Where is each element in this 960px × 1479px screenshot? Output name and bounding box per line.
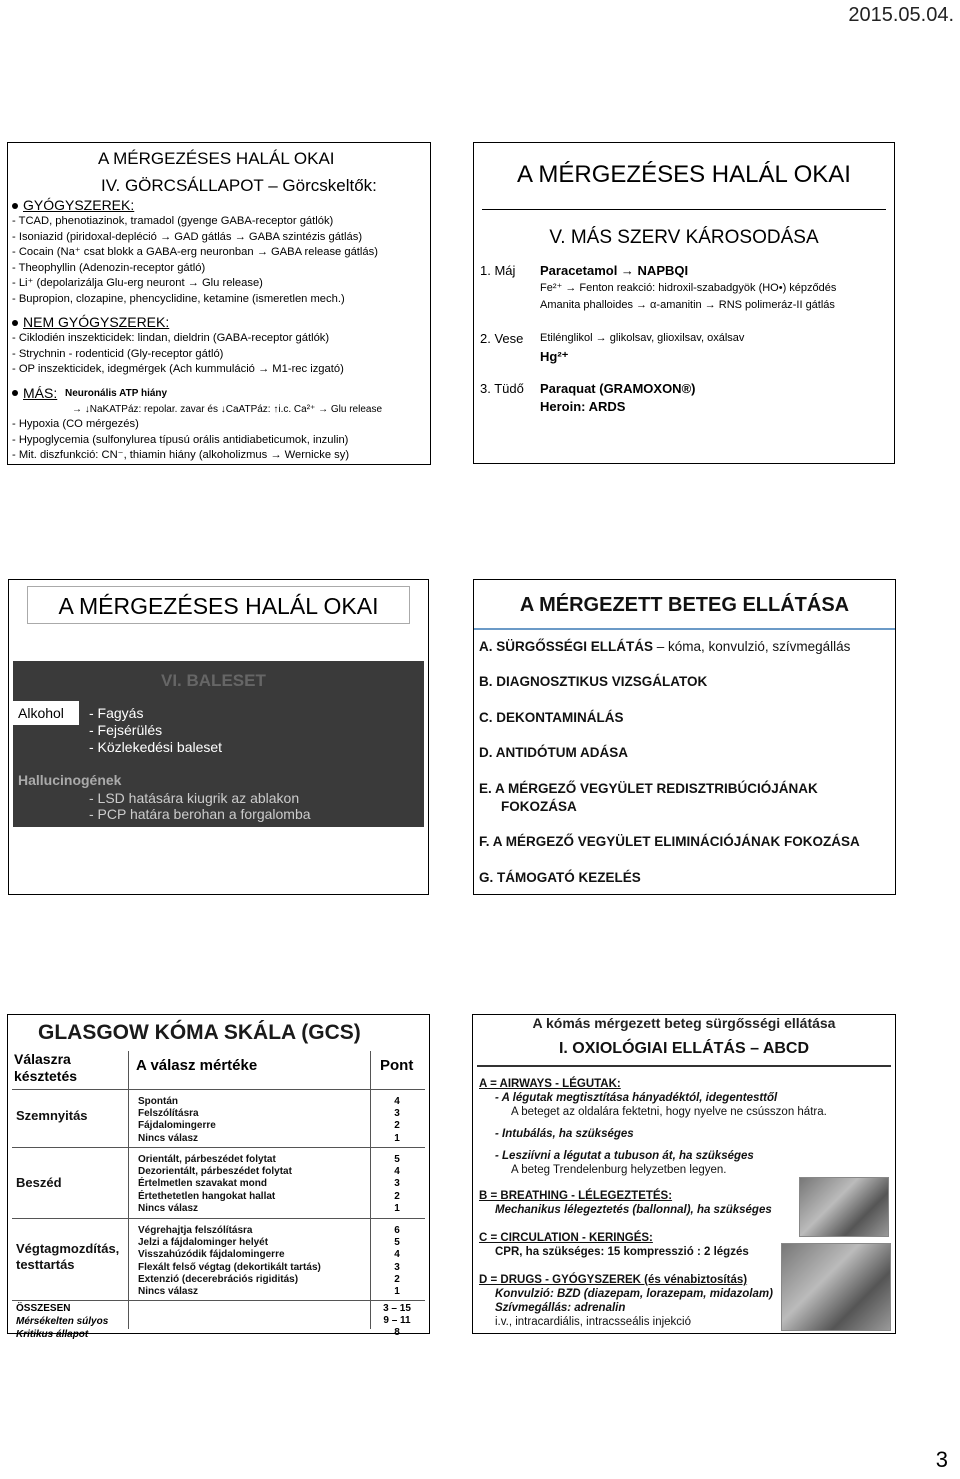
list-item: - Strychnin - rodenticid (Gly-receptor gátló) <box>12 347 224 360</box>
gcs-points <box>377 1303 417 1340</box>
bullet-icon <box>12 320 18 326</box>
gcs-line: Nincs válasz <box>138 1202 199 1214</box>
list-item: - LSD hatására kiugrik az ablakon <box>89 790 300 806</box>
bullet-heading: NEM GYÓGYSZEREK: <box>12 314 426 331</box>
column-header: Válaszra <box>14 1051 71 1067</box>
gcs-line: Jelzi a fájdalominger helyét <box>138 1237 269 1249</box>
list-item: - Theophyllin (Adenozin-receptor gátló) <box>12 261 206 274</box>
gcs-category: Beszéd <box>16 1175 62 1190</box>
gcs-line: Orientált, párbeszédet folytat <box>138 1154 276 1165</box>
list-item: D = DRUGS - GYÓGYSZEREK (és vénabiztosítás) <box>479 1274 748 1286</box>
slide-title: A MÉRGEZÉSES HALÁL OKAI <box>517 161 851 188</box>
gcs-category: Végtagmozdítás, <box>16 1241 120 1256</box>
gcs-points <box>377 1096 417 1145</box>
list-item: - OP inszekticidek, idegmérgek (Ach kummuláció → M1-rec izgató) <box>12 363 344 375</box>
gcs-line: Felszólításra <box>138 1108 199 1120</box>
list-item: - Isoniazid (piridoxal-depléció → GAD gátlás → GABA szintézis gátlás) <box>12 230 363 243</box>
slide-accident <box>8 579 429 895</box>
gcs-line: 2 <box>394 1190 400 1202</box>
gcs-line: 2 <box>394 1273 400 1285</box>
list-item: 1. Máj Paracetamol → NAPBQI Fe²⁺ → Fenton reakció: hidroxil-szabadgyök (HO•) képződés Amanita phalloides → α-amanitin → RNS polimeráz-II gátlás <box>480 263 837 311</box>
cpr-photo <box>781 1243 891 1331</box>
gcs-table <box>12 1051 425 1340</box>
gcs-line: 1 <box>394 1202 400 1214</box>
total-label: Kritikus állapot <box>16 1329 89 1340</box>
ambu-bag-photo <box>799 1177 889 1237</box>
gcs-line: 8 <box>394 1327 400 1339</box>
gcs-points <box>377 1225 417 1298</box>
bullet-heading: MÁS: Neuronális ATP hiány <box>12 385 426 402</box>
list-item: - Fagyás <box>89 705 144 721</box>
gcs-line: 4 <box>394 1166 400 1178</box>
divider <box>482 209 886 210</box>
category-label: Alkohol <box>18 705 64 721</box>
slide-subtitle: V. MÁS SZERV KÁROSODÁSA <box>549 227 819 248</box>
gcs-line: 3 <box>394 1108 400 1120</box>
slide-organ-damage <box>473 142 895 464</box>
divider <box>477 1065 891 1067</box>
list-item: D. ANTIDÓTUM ADÁSA <box>479 745 628 760</box>
gcs-line: 4 <box>394 1096 400 1107</box>
list-item: 3. Tüdő Paraquat (GRAMOXON®) Heroin: ARDS <box>480 381 696 414</box>
gcs-line: Visszahúzódik fájdalomingerre <box>138 1249 285 1261</box>
list-item: Szívmegállás: adrenalin <box>495 1302 626 1314</box>
gcs-options <box>138 1154 292 1215</box>
list-item: 2. Vese Etilénglikol → glikolsav, glioxilsav, oxálsav Hg²⁺ <box>480 331 745 364</box>
list-item: - Cocain (Na⁺ csat blokk a GABA-erg neuronban → GABA release gátlás) <box>12 246 378 258</box>
category-label: Hallucinogének <box>18 772 122 788</box>
list-item: A = AIRWAYS - LÉGUTAK: <box>479 1078 621 1090</box>
gcs-options <box>138 1225 321 1298</box>
list-item: E. A MÉRGEZŐ VEGYÜLET REDISZTRIBÚCIÓJÁNAK <box>479 781 818 796</box>
gcs-points <box>377 1154 417 1215</box>
page-number: 3 <box>935 1447 948 1472</box>
gcs-line: 9 – 11 <box>383 1315 411 1327</box>
dark-panel <box>13 661 424 827</box>
header-date: 2015.05.04. <box>848 4 954 26</box>
list-item: C = CIRCULATION - KERINGÉS: <box>479 1232 653 1244</box>
gcs-line: Értethetetlen hangokat hallat <box>138 1190 276 1202</box>
gcs-line: Fájdalomingerre <box>138 1120 216 1132</box>
list-item: - Hypoglycemia (sulfonylurea típusú orális antidiabeticumok, inzulin) <box>12 433 349 446</box>
slide-title: A MÉRGEZETT BETEG ELLÁTÁSA <box>474 580 895 630</box>
list-item: CPR, ha szükséges: 15 kompresszió : 2 légzés <box>495 1246 749 1258</box>
gcs-line: Extenzió (decerebrációs rigiditás) <box>138 1273 299 1285</box>
slide-subtitle: I. OXIOLÓGIAI ELLÁTÁS – ABCD <box>558 1040 810 1057</box>
list-item: B. DIAGNOSZTIKUS VIZSGÁLATOK <box>479 674 708 689</box>
list-item: - Mit. diszfunkció: CN⁻, thiamin hiány (alkoholizmus → Wernicke sy) <box>12 449 350 461</box>
total-label: ÖSSZESEN <box>16 1303 71 1314</box>
bullet-icon <box>12 390 18 396</box>
list-item: FOKOZÁSA <box>501 799 577 814</box>
gcs-line: Dezorientált, párbeszédet folytat <box>138 1166 292 1178</box>
slide-gcs <box>7 1014 430 1340</box>
slide-subtitle: VI. BALESET <box>161 671 266 690</box>
list-item: A beteg Trendelenburg helyzetben legyen. <box>511 1164 727 1176</box>
list-item: - Fejsérülés <box>89 722 163 738</box>
gcs-category: Szemnyitás <box>16 1108 88 1123</box>
list-item: - Lesziívni a légutat a tubuson át, ha szükséges <box>495 1150 754 1162</box>
gcs-line: 5 <box>394 1154 400 1165</box>
list-item: - PCP határa berohan a forgalomba <box>89 806 311 822</box>
gcs-line: Értelmetlen szavakat mond <box>138 1178 267 1190</box>
gcs-line: Nincs válasz <box>138 1286 199 1298</box>
slide-seizure <box>7 142 431 465</box>
gcs-line: 2 <box>394 1120 400 1132</box>
slide-title: A MÉRGEZÉSES HALÁL OKAI <box>98 149 335 168</box>
column-header: Pont <box>380 1057 414 1074</box>
gcs-line: 3 – 15 <box>383 1303 411 1314</box>
slide-title: GLASGOW KÓMA SKÁLA (GCS) <box>38 1021 361 1044</box>
list-item: i.v., intracardiális, intracsseális injekció <box>495 1316 691 1328</box>
list-item: B = BREATHING - LÉLEGEZTETÉS: <box>479 1190 673 1202</box>
list-item: - Ciklodién inszekticidek: lindan, dieldrin (GABA-receptor gátlók) <box>12 332 330 344</box>
gcs-line: 5 <box>394 1237 400 1249</box>
list-item: - A légutak megtisztítása hányadéktól, idegentesttől <box>495 1092 778 1104</box>
column-header: késztetés <box>14 1068 78 1084</box>
slide-title: A kómás mérgezett beteg sürgősségi ellátása <box>532 1015 836 1031</box>
gcs-line: 4 <box>394 1249 400 1261</box>
bullet-icon <box>12 203 18 209</box>
list-item: F. A MÉRGEZŐ VEGYÜLET ELIMINÁCIÓJÁNAK FOKOZÁSA <box>479 834 860 849</box>
total-label: Mérsékelten súlyos <box>16 1316 109 1327</box>
bullet-heading: GYÓGYSZEREK: <box>12 197 426 214</box>
slide-subtitle: IV. GÖRCSÁLLAPOT – Görcskeltők: <box>101 176 377 195</box>
list-item: - TCAD, phenotiazinok, tramadol (gyenge GABA-receptor gátlók) <box>12 215 334 227</box>
gcs-line: 1 <box>394 1286 400 1298</box>
gcs-line: 3 <box>394 1178 400 1190</box>
column-header: A válasz mértéke <box>136 1057 258 1074</box>
gcs-line: Flexált felső végtag (dekortikált tartás) <box>138 1261 321 1273</box>
gcs-line: Végrehajtja felszólításra <box>138 1225 253 1236</box>
list-item: Mechanikus lélegeztetés (ballonnal), ha szükséges <box>495 1204 772 1216</box>
list-item: - Közlekedési baleset <box>89 739 223 755</box>
gcs-category: testtartás <box>16 1257 75 1272</box>
list-item: G. TÁMOGATÓ KEZELÉS <box>479 870 641 885</box>
list-item: → ↓NaKATPáz: repolar. zavar és ↓CaATPáz: ↑i.c. Ca²⁺ → Glu release <box>72 403 383 415</box>
gcs-line: 6 <box>394 1225 400 1236</box>
list-item: - Intubálás, ha szükséges <box>495 1128 634 1140</box>
slide-title: A MÉRGEZÉSES HALÁL OKAI <box>27 586 410 624</box>
list-item: C. DEKONTAMINÁLÁS <box>479 710 624 725</box>
list-item: Konvulzió: BZD (diazepam, lorazepam, midazolam) <box>495 1288 773 1300</box>
list-item: - Li⁺ (depolarizálja Glu-erg neuront → Glu release) <box>12 277 263 289</box>
slide-treatment <box>473 579 896 895</box>
gcs-line: 3 <box>394 1261 400 1273</box>
slide-abcd <box>472 1014 896 1334</box>
list-item: - Bupropion, clozapine, phencyclidine, ketamine (ismeretlen mech.) <box>12 292 345 305</box>
gcs-line: Nincs válasz <box>138 1132 199 1144</box>
gcs-line: 1 <box>394 1132 400 1144</box>
list-item: - Hypoxia (CO mérgezés) <box>12 418 139 430</box>
list-item: A beteget az oldalára fektetni, hogy nyelve ne csússzon hátra. <box>511 1106 827 1118</box>
gcs-options <box>138 1096 216 1145</box>
gcs-line: Spontán <box>138 1096 178 1107</box>
list-item: A. SÜRGŐSSÉGI ELLÁTÁS – kóma, konvulzió, szívmegállás <box>479 639 851 654</box>
